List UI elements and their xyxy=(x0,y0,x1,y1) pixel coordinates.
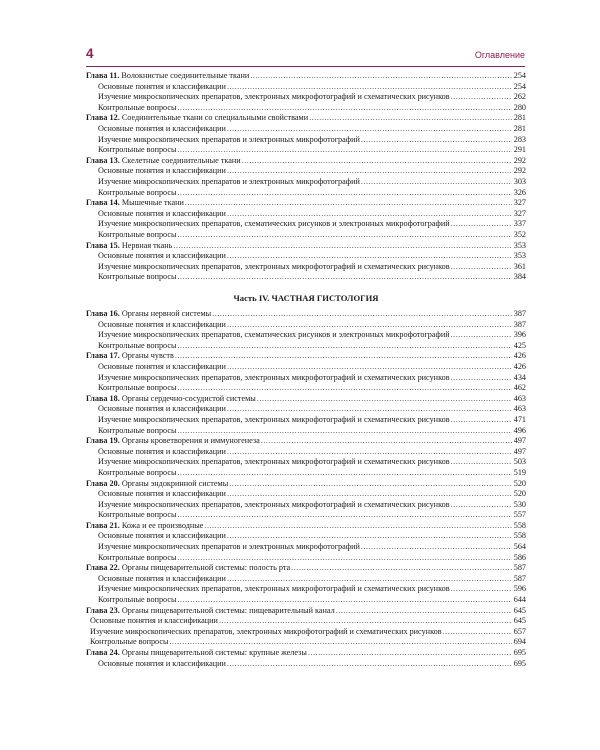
toc-chapter-entry xyxy=(86,479,526,490)
toc-entry-title: Основные понятия и классификации xyxy=(98,573,226,583)
dot-leader xyxy=(227,251,512,262)
toc-entry-title: Основные понятия и классификации xyxy=(98,658,226,668)
toc-page-number: 530 xyxy=(513,499,526,509)
toc-section-entry xyxy=(86,320,526,331)
toc-page-number: 434 xyxy=(513,372,526,382)
dot-leader xyxy=(227,209,512,220)
toc-entry-title: Основные понятия и классификации xyxy=(98,531,226,541)
dot-leader xyxy=(336,606,512,617)
dot-leader xyxy=(451,584,512,595)
toc-chapter-entry xyxy=(86,394,526,405)
toc-entry-title: Глава 16. Органы нервной системы xyxy=(86,309,212,318)
toc-chapter-entry xyxy=(86,71,526,82)
chapter-label: Глава 19. xyxy=(86,436,120,446)
toc-section-entry xyxy=(86,330,526,341)
toc-page-number: 353 xyxy=(513,240,526,250)
toc-entry-title: Глава 11. Волокнистые соединительные ткани xyxy=(86,71,250,80)
toc-chapter-entry xyxy=(86,521,526,532)
toc-page-number: 471 xyxy=(513,414,526,424)
toc-entry-title: Контрольные вопросы xyxy=(98,595,177,605)
dot-leader xyxy=(291,563,512,574)
dot-leader xyxy=(227,659,512,670)
toc-entry-title: Глава 24. Органы пищеварительной системы: крупные железы xyxy=(86,648,307,657)
toc-page-number: 645 xyxy=(513,616,526,626)
toc-entry-title: Контрольные вопросы xyxy=(98,552,177,562)
toc-entry-title: Глава 12. Соединительные ткани со специальными свойствами xyxy=(86,113,309,123)
toc-section-entry xyxy=(86,542,526,553)
toc-page-number: 254 xyxy=(513,71,526,80)
toc-chapter-entry xyxy=(86,309,526,320)
toc-section-entry xyxy=(86,500,526,511)
page-number: 4 xyxy=(86,46,94,61)
toc-page-number: 520 xyxy=(513,478,526,488)
toc-entry-title: Основные понятия и классификации xyxy=(98,166,226,176)
toc-page-number: 519 xyxy=(513,467,526,477)
toc-entry-title: Изучение микроскопических препаратов, электронных микрофотографий и схематических рисунков xyxy=(98,261,450,271)
toc-entry-title: Контрольные вопросы xyxy=(98,425,177,435)
toc-entry-title: Глава 23. Органы пищеварительной системы: пищеварительный канал xyxy=(86,605,335,615)
dot-leader xyxy=(361,177,512,188)
toc-page-number: 337 xyxy=(513,219,526,229)
toc-section-entry xyxy=(86,595,526,606)
toc-page-number: 387 xyxy=(513,319,526,329)
toc-part-3 xyxy=(86,71,526,283)
toc-entry-title: Основные понятия и классификации xyxy=(98,123,226,133)
toc-entry-title: Основные понятия и классификации xyxy=(98,489,226,499)
toc-entry-title: Основные понятия и классификации xyxy=(98,208,226,218)
dot-leader xyxy=(177,510,511,521)
toc-entry-title: Глава 17. Органы чувств xyxy=(86,351,174,361)
toc-chapter-entry xyxy=(86,436,526,447)
toc-section-entry xyxy=(86,251,526,262)
toc-page-number: 657 xyxy=(513,626,526,636)
toc-section-entry xyxy=(86,415,526,426)
dot-leader xyxy=(177,468,511,479)
toc-section-entry xyxy=(86,145,526,156)
toc-chapter-entry xyxy=(86,113,526,124)
toc-section-entry xyxy=(86,659,526,670)
toc-page-number: 463 xyxy=(513,393,526,403)
toc-page-number: 326 xyxy=(513,187,526,197)
toc-entry-title: Основные понятия и классификации xyxy=(98,319,226,329)
toc-entry-title: Изучение микроскопических препаратов и электронных микрофотографий xyxy=(98,542,360,552)
toc-chapter-entry xyxy=(86,563,526,574)
toc-page-number: 361 xyxy=(513,261,526,271)
dot-leader xyxy=(451,457,512,468)
toc-entry-title: Изучение микроскопических препаратов и электронных микрофотографий xyxy=(98,176,360,186)
chapter-label: Глава 14. xyxy=(86,198,120,208)
toc-entry-title: Контрольные вопросы xyxy=(98,272,177,282)
dot-leader xyxy=(361,542,512,553)
toc-entry-title: Контрольные вопросы xyxy=(98,340,177,350)
dot-leader xyxy=(451,500,512,511)
toc-part-4 xyxy=(86,309,526,669)
toc-page-number: 520 xyxy=(513,489,526,499)
toc-entry-title: Контрольные вопросы xyxy=(98,229,177,239)
toc-entry-title: Изучение микроскопических препаратов, электронных микрофотографий и схематических рисунков xyxy=(98,372,450,382)
toc-entry-title: Глава 18. Органы сердечно-сосудистой системы xyxy=(86,393,256,403)
toc-section-entry xyxy=(86,362,526,373)
dot-leader xyxy=(169,637,511,648)
toc-section-entry xyxy=(86,489,526,500)
toc-entry-title: Изучение микроскопических препаратов, электронных микрофотографий и схематических рисунков xyxy=(98,457,450,467)
toc-page-number: 352 xyxy=(513,229,526,239)
toc-chapter-entry xyxy=(86,241,526,252)
toc-entry-title: Глава 22. Органы пищеварительной системы: полость рта xyxy=(86,563,291,573)
dot-leader xyxy=(227,447,512,458)
dot-leader xyxy=(227,489,512,500)
toc-page-number: 353 xyxy=(513,251,526,261)
dot-leader xyxy=(451,373,512,384)
dot-leader xyxy=(227,124,512,135)
toc-entry-title: Контрольные вопросы xyxy=(98,467,177,477)
dot-leader xyxy=(177,426,511,437)
chapter-label: Глава 22. xyxy=(86,563,120,573)
toc-entry-title: Изучение микроскопических препаратов, электронных микрофотографий и схематических рисунков xyxy=(98,92,450,102)
toc-section-entry xyxy=(86,553,526,564)
chapter-label: Глава 24. xyxy=(86,648,120,657)
toc-entry-title: Контрольные вопросы xyxy=(98,187,177,197)
toc-chapter-entry xyxy=(86,351,526,362)
toc-page-number: 644 xyxy=(513,595,526,605)
toc-section-entry xyxy=(86,262,526,273)
toc-entry-title: Глава 14. Мышечные ткани xyxy=(86,198,184,208)
toc-chapter-entry xyxy=(86,606,526,617)
dot-leader xyxy=(361,135,512,146)
dot-leader xyxy=(177,230,511,241)
toc-chapter-entry xyxy=(86,156,526,167)
toc-section-entry xyxy=(86,531,526,542)
dot-leader xyxy=(227,82,512,93)
toc-entry-title: Контрольные вопросы xyxy=(98,102,177,112)
toc-entry-title: Контрольные вопросы xyxy=(90,637,169,647)
dot-leader xyxy=(177,103,511,114)
running-title: Оглавление xyxy=(474,50,525,60)
toc-page-number: 426 xyxy=(513,361,526,371)
dot-leader xyxy=(227,404,512,415)
toc-section-entry xyxy=(86,637,526,648)
toc-page-number: 425 xyxy=(513,340,526,350)
toc-page-number: 496 xyxy=(513,425,526,435)
toc-page-number: 503 xyxy=(513,457,526,467)
dot-leader xyxy=(177,383,511,394)
dot-leader xyxy=(443,627,512,638)
toc-page-number: 254 xyxy=(513,81,526,91)
toc-page-number: 327 xyxy=(513,198,526,208)
toc-section-entry xyxy=(86,404,526,415)
dot-leader xyxy=(212,309,512,320)
toc-entry-title: Глава 21. Кожа и ее производные xyxy=(86,520,204,530)
toc-page-number: 384 xyxy=(513,272,526,282)
toc-page-number: 694 xyxy=(513,637,526,647)
dot-leader xyxy=(257,394,512,405)
dot-leader xyxy=(451,92,512,103)
toc-page-number: 557 xyxy=(513,510,526,520)
toc-section-entry xyxy=(86,383,526,394)
toc-page-number: 596 xyxy=(513,584,526,594)
dot-leader xyxy=(227,320,512,331)
toc-page-number: 387 xyxy=(513,309,526,318)
chapter-label: Глава 12. xyxy=(86,113,120,123)
toc-entry-title: Глава 20. Органы эндокринной системы xyxy=(86,478,229,488)
toc-page-number: 426 xyxy=(513,351,526,361)
toc-section-entry xyxy=(86,510,526,521)
toc-page-number: 292 xyxy=(513,166,526,176)
toc-entry-title: Основные понятия и классификации xyxy=(98,81,226,91)
toc-section-entry xyxy=(86,177,526,188)
chapter-label: Глава 13. xyxy=(86,155,120,165)
toc-page-number: 558 xyxy=(513,531,526,541)
toc-entry-title: Изучение микроскопических препаратов, электронных микрофотографий и схематических рисунков xyxy=(98,414,450,424)
toc-section-entry xyxy=(86,457,526,468)
toc-chapter-entry xyxy=(86,198,526,209)
toc-page-number: 327 xyxy=(513,208,526,218)
toc-page-number: 497 xyxy=(513,436,526,446)
toc-section-entry xyxy=(86,447,526,458)
toc-section-entry xyxy=(86,426,526,437)
dot-leader xyxy=(451,262,512,273)
toc-page-number: 695 xyxy=(513,658,526,668)
toc-section-entry xyxy=(86,219,526,230)
toc-section-entry xyxy=(86,574,526,585)
dot-leader xyxy=(177,145,511,156)
dot-leader xyxy=(227,362,512,373)
toc-entry-title: Основные понятия и классификации xyxy=(90,616,218,626)
toc-section-entry xyxy=(86,468,526,479)
chapter-label: Глава 21. xyxy=(86,520,120,530)
dot-leader xyxy=(177,188,511,199)
toc-section-entry xyxy=(86,166,526,177)
toc-section-entry xyxy=(86,209,526,220)
dot-leader xyxy=(308,648,512,659)
toc-page-number: 587 xyxy=(513,563,526,573)
dot-leader xyxy=(227,166,512,177)
dot-leader xyxy=(173,241,511,252)
page-header xyxy=(86,48,525,64)
toc-page-number: 396 xyxy=(513,330,526,340)
toc-page-number: 280 xyxy=(513,102,526,112)
toc-entry-title: Основные понятия и классификации xyxy=(98,446,226,456)
toc-section-entry xyxy=(86,272,526,283)
toc-entry-title: Глава 19. Органы кроветворения и иммуногенеза xyxy=(86,436,260,446)
toc-page-number: 303 xyxy=(513,176,526,186)
dot-leader xyxy=(451,415,512,426)
toc-entry-title: Изучение микроскопических препаратов, схематических рисунков и электронных микрофотографий xyxy=(98,219,450,229)
toc-entry-title: Изучение микроскопических препаратов, схематических рисунков и электронных микрофотографий xyxy=(98,330,450,340)
toc-section-entry xyxy=(86,124,526,135)
toc-page-number: 281 xyxy=(513,123,526,133)
toc-section-entry xyxy=(86,135,526,146)
toc-entry-title: Изучение микроскопических препаратов, электронных микрофотографий и схематических рисунков xyxy=(90,626,442,636)
toc-page-number: 587 xyxy=(513,573,526,583)
toc-page-number: 292 xyxy=(513,155,526,165)
dot-leader xyxy=(175,351,512,362)
toc-page-number: 558 xyxy=(513,520,526,530)
dot-leader xyxy=(204,521,511,532)
toc-page-number: 695 xyxy=(513,648,526,657)
dot-leader xyxy=(177,341,511,352)
toc-entry-title: Основные понятия и классификации xyxy=(98,404,226,414)
toc-section-entry xyxy=(86,627,526,638)
toc-page-number: 462 xyxy=(513,383,526,393)
toc-entry-title: Основные понятия и классификации xyxy=(98,251,226,261)
toc-section-entry xyxy=(86,103,526,114)
dot-leader xyxy=(177,272,511,283)
toc-page-number: 645 xyxy=(513,605,526,615)
toc-entry-title: Контрольные вопросы xyxy=(98,145,177,155)
toc-section-entry xyxy=(86,373,526,384)
dot-leader xyxy=(451,219,512,230)
toc-page-number: 291 xyxy=(513,145,526,155)
dot-leader xyxy=(309,113,512,124)
toc-chapter-entry xyxy=(86,648,526,659)
toc-entry-title: Основные понятия и классификации xyxy=(98,361,226,371)
toc-section-entry xyxy=(86,230,526,241)
toc-page-number: 586 xyxy=(513,552,526,562)
chapter-label: Глава 20. xyxy=(86,478,120,488)
toc-entry-title: Изучение микроскопических препаратов, электронных микрофотографий и схематических рисунков xyxy=(98,584,450,594)
chapter-label: Глава 23. xyxy=(86,605,120,615)
dot-leader xyxy=(261,436,512,447)
dot-leader xyxy=(451,330,512,341)
toc-entry-title: Глава 13. Скелетные соединительные ткани xyxy=(86,155,241,165)
toc-page-number: 564 xyxy=(513,542,526,552)
toc-entry-title: Изучение микроскопических препаратов, электронных микрофотографий и схематических рисунков xyxy=(98,499,450,509)
toc-entry-title: Контрольные вопросы xyxy=(98,383,177,393)
chapter-label: Глава 11. xyxy=(86,71,120,80)
dot-leader xyxy=(185,198,512,209)
toc-entry-title: Изучение микроскопических препаратов и электронных микрофотографий xyxy=(98,134,360,144)
toc-section-entry xyxy=(86,341,526,352)
dot-leader xyxy=(177,595,511,606)
toc-page-number: 283 xyxy=(513,134,526,144)
dot-leader xyxy=(177,553,511,564)
toc-entry-title: Глава 15. Нервная ткань xyxy=(86,240,173,250)
dot-leader xyxy=(227,574,512,585)
part-heading: Часть IV. ЧАСТНАЯ ГИСТОЛОГИЯ xyxy=(233,293,379,303)
toc-page-number: 463 xyxy=(513,404,526,414)
chapter-label: Глава 16. xyxy=(86,309,120,318)
toc-section-entry xyxy=(86,616,526,627)
dot-leader xyxy=(219,616,512,627)
toc-section-entry xyxy=(86,82,526,93)
chapter-label: Глава 18. xyxy=(86,393,120,403)
dot-leader xyxy=(229,479,512,490)
chapter-label: Глава 17. xyxy=(86,351,120,361)
toc-section-entry xyxy=(86,584,526,595)
header-divider xyxy=(86,66,525,67)
dot-leader xyxy=(250,71,511,82)
chapter-label: Глава 15. xyxy=(86,240,120,250)
toc-section-entry xyxy=(86,92,526,103)
toc-page-number: 281 xyxy=(513,113,526,123)
toc-page-number: 262 xyxy=(513,92,526,102)
dot-leader xyxy=(227,531,512,542)
dot-leader xyxy=(242,156,512,167)
toc-entry-title: Контрольные вопросы xyxy=(98,510,177,520)
toc-section-entry xyxy=(86,188,526,199)
toc-page-number: 497 xyxy=(513,446,526,456)
